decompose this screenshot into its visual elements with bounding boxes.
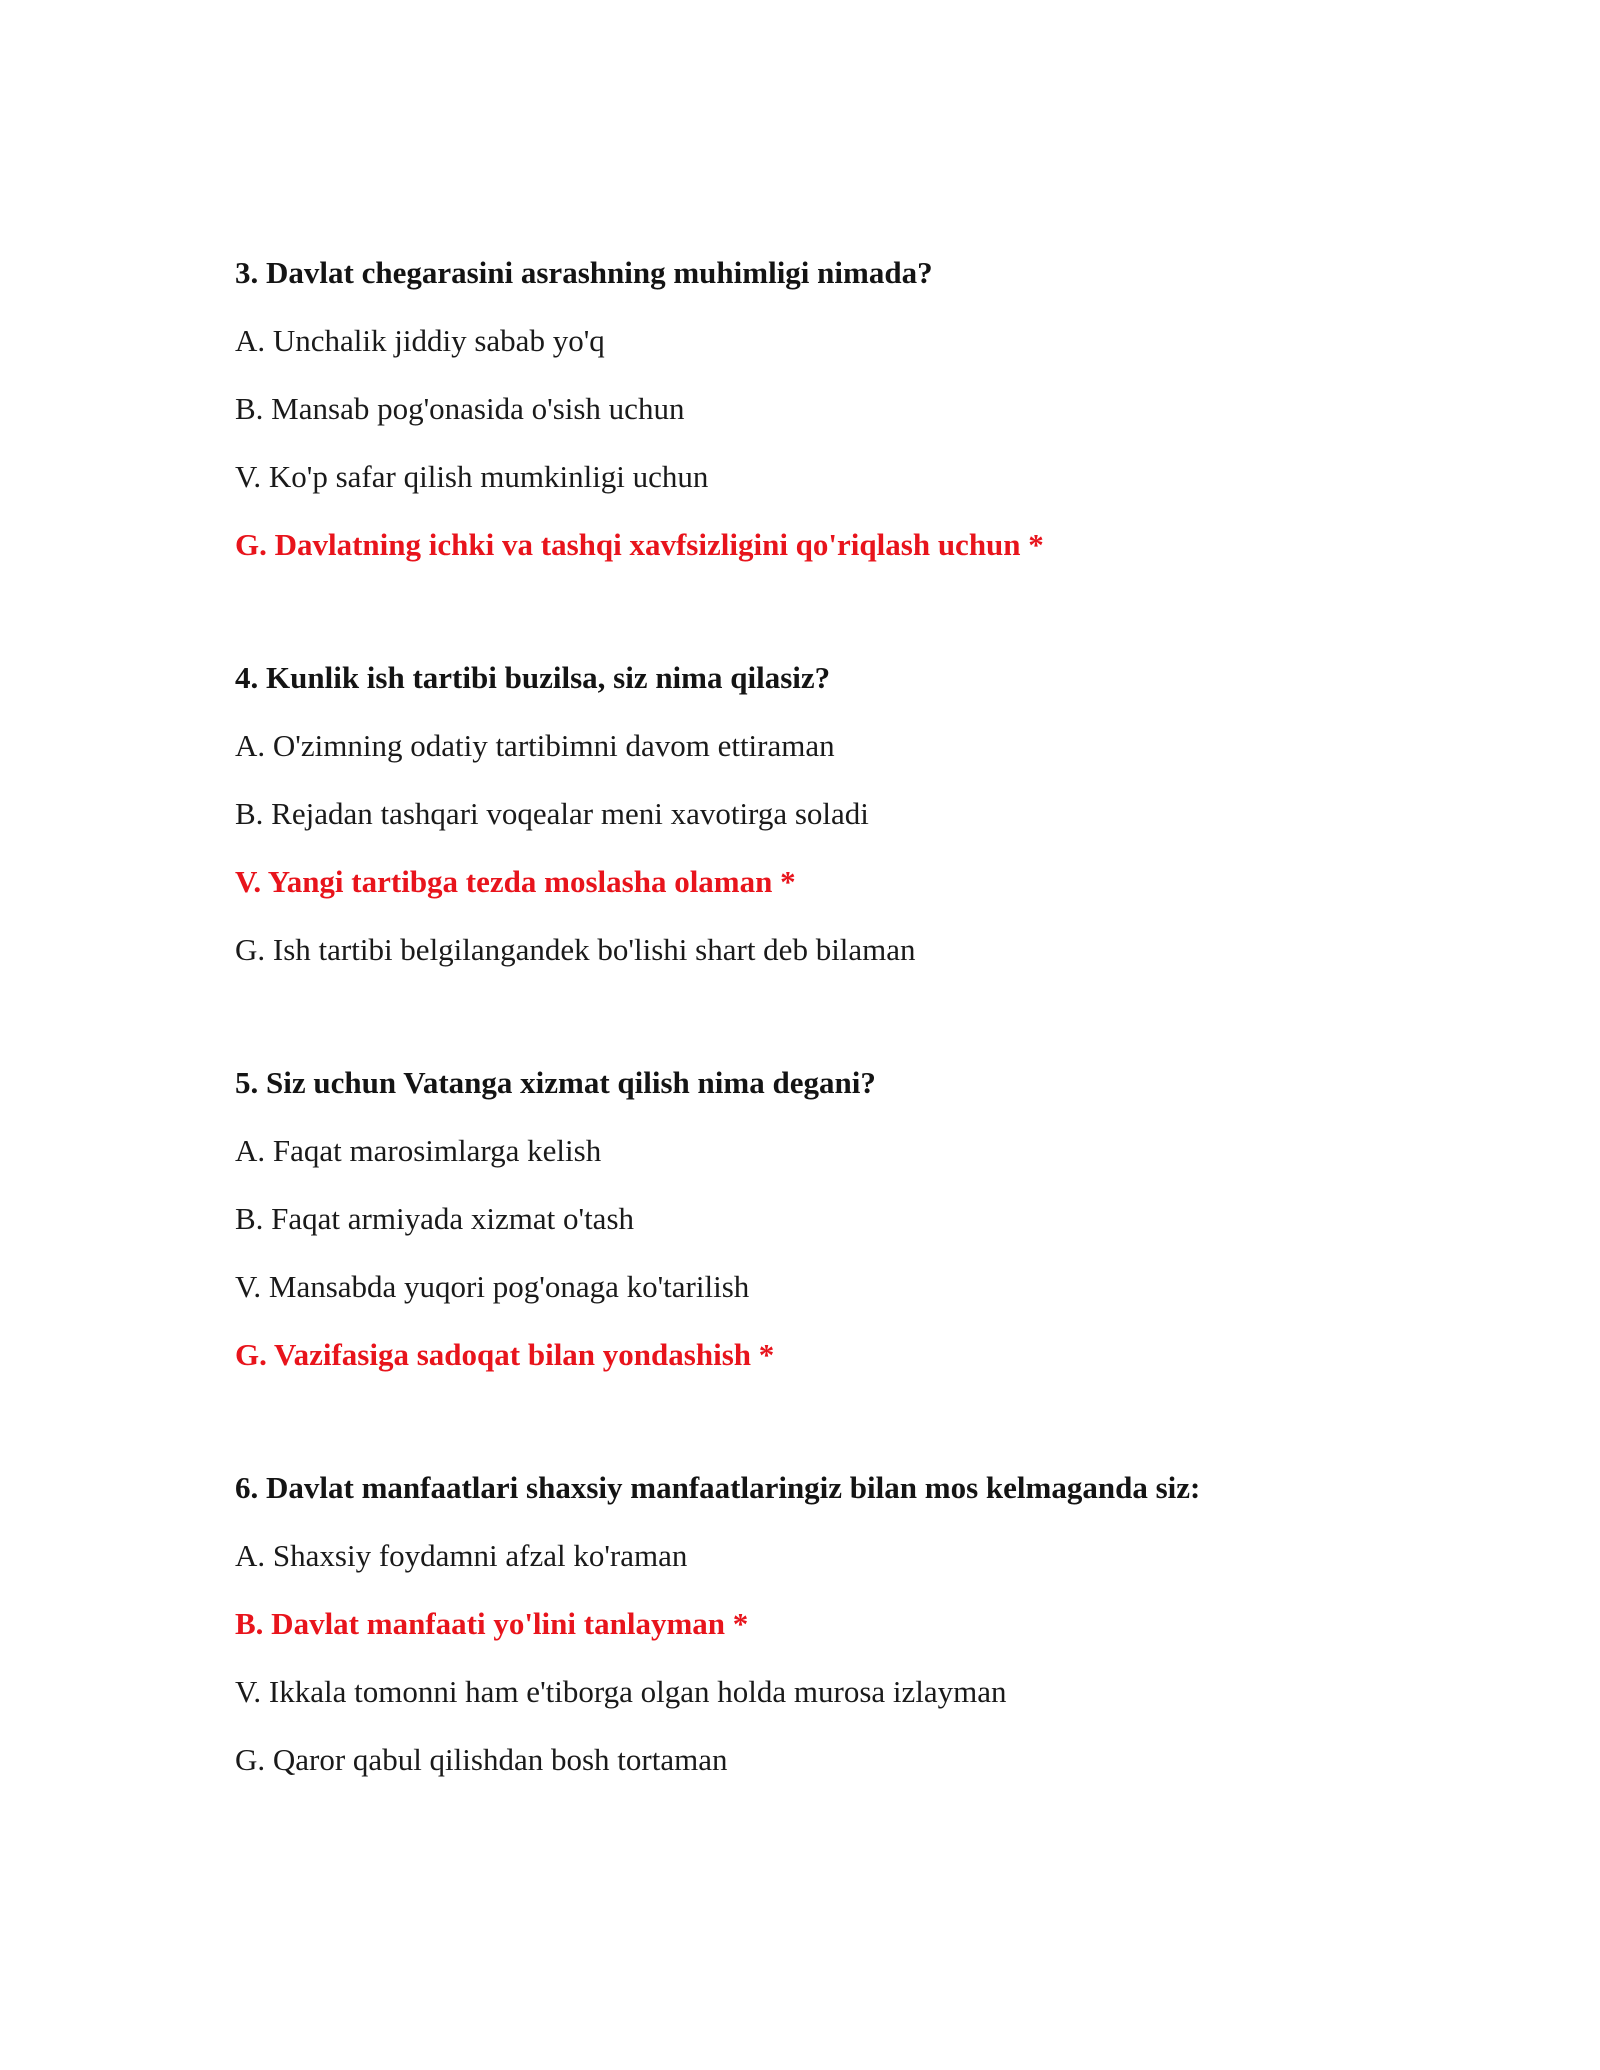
question-6 xyxy=(235,1470,1435,1778)
option-b-correct: B. Davlat manfaati yo'lini tanlayman * xyxy=(235,1606,749,1641)
question-5 xyxy=(235,1065,1435,1373)
option-g-correct: G. Vazifasiga sadoqat bilan yondashish * xyxy=(235,1337,775,1372)
option-v-correct: V. Yangi tartibga tezda moslasha olaman * xyxy=(235,864,796,899)
question-3 xyxy=(235,255,1435,563)
option-g-correct: G. Davlatning ichki va tashqi xavfsizligini qo'riqlash uchun * xyxy=(235,527,1044,562)
question-text: 3. Davlat chegarasini asrashning muhimligi nimada? xyxy=(235,255,933,290)
option-b: B. Faqat armiyada xizmat o'tash xyxy=(235,1201,635,1236)
question-text: 4. Kunlik ish tartibi buzilsa, siz nima qilasiz? xyxy=(235,660,831,695)
option-a: A. Shaxsiy foydamni afzal ko'raman xyxy=(235,1538,688,1573)
option-v: V. Ko'p safar qilish mumkinligi uchun xyxy=(235,459,709,494)
option-v: V. Mansabda yuqori pog'onaga ko'tarilish xyxy=(235,1269,750,1304)
option-a: A. Faqat marosimlarga kelish xyxy=(235,1133,602,1168)
question-text: 5. Siz uchun Vatanga xizmat qilish nima degani? xyxy=(235,1065,876,1100)
option-g: G. Ish tartibi belgilangandek bo'lishi shart deb bilaman xyxy=(235,932,916,967)
option-v: V. Ikkala tomonni ham e'tiborga olgan holda murosa izlayman xyxy=(235,1674,1007,1709)
option-b: B. Mansab pog'onasida o'sish uchun xyxy=(235,391,685,426)
question-4 xyxy=(235,660,1435,968)
option-a: A. Unchalik jiddiy sabab yo'q xyxy=(235,323,605,358)
option-b: B. Rejadan tashqari voqealar meni xavotirga soladi xyxy=(235,796,869,831)
option-g: G. Qaror qabul qilishdan bosh tortaman xyxy=(235,1742,728,1777)
question-text: 6. Davlat manfaatlari shaxsiy manfaatlaringiz bilan mos kelmaganda siz: xyxy=(235,1470,1201,1505)
option-a: A. O'zimning odatiy tartibimni davom ettiraman xyxy=(235,728,835,763)
